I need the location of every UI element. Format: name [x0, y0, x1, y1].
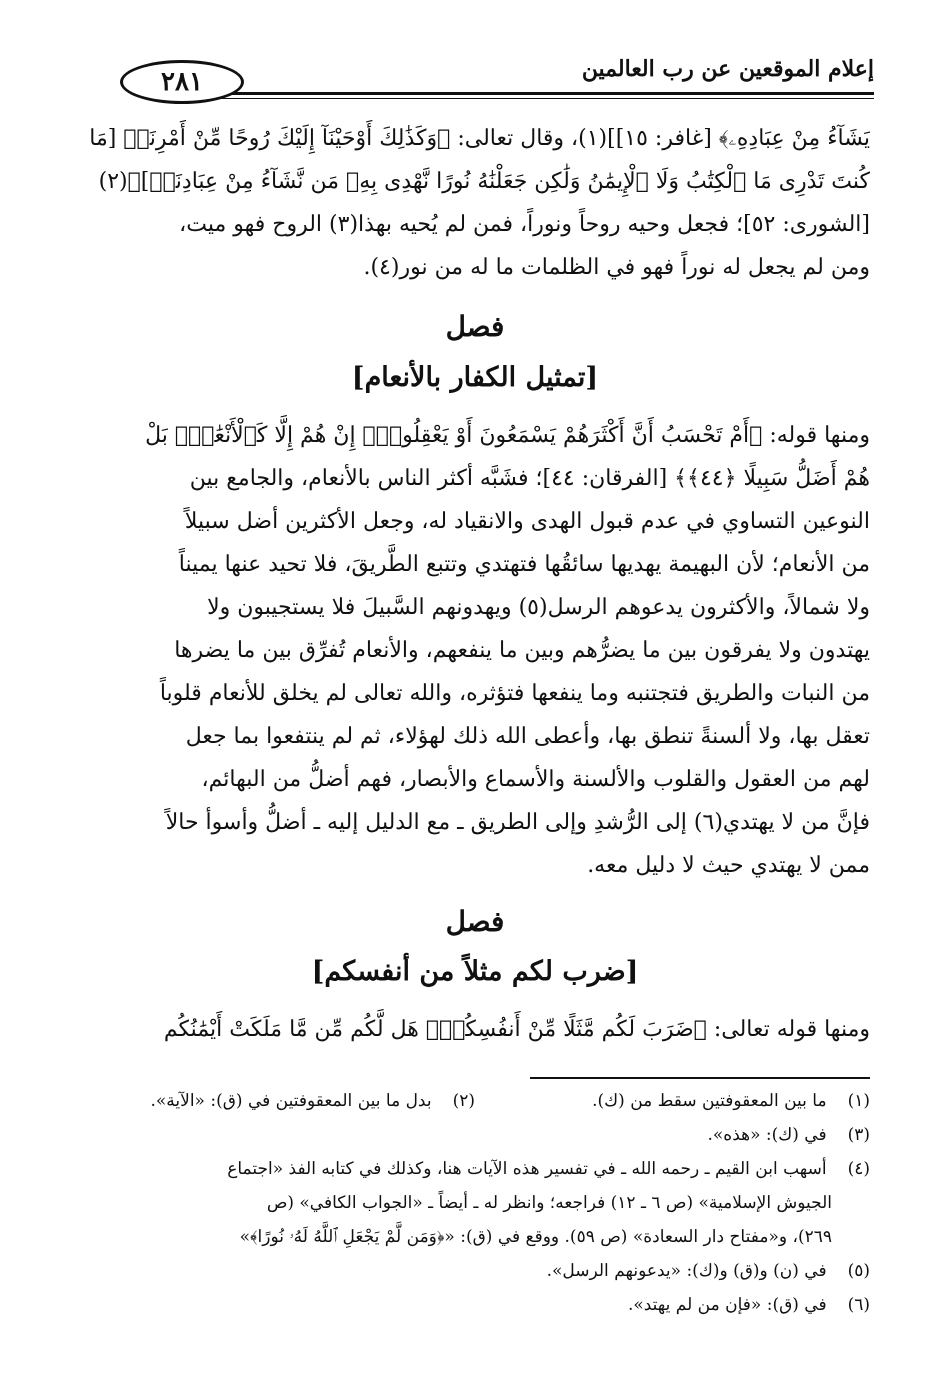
footnote-number: (٦) [847, 1295, 870, 1315]
page-number: ٢٨١ [120, 60, 244, 104]
section-subheading: [ضرب لكم مثلاً من أنفسكم] [311, 956, 639, 987]
text-line: من النبات والطريق فتجتنبه وما ينفعها فتؤثره، والله تعالى لم يخلق للأنعام قلوباً [159, 681, 870, 706]
footnote-number: (٥) [847, 1261, 870, 1281]
text-line: تعقل بها، ولا ألسنةً تنطق بها، وأعطى الله ذلك لهؤلاء، ثم لم ينتفعوا بما جعل [185, 724, 870, 749]
section-heading: فصل [445, 310, 505, 343]
footnote-row [80, 1084, 870, 1118]
book-title: إعلام الموقعين عن رب العالمين [581, 56, 874, 82]
footnote-text: في (ق): «فإن من لم يهتد». [627, 1295, 827, 1315]
footnote-4 [80, 1152, 870, 1186]
header-rule-thin [204, 98, 874, 99]
text-line: ولا شمالاً، والأكثرون يدعوهم الرسل(٥) ويهدونهم السَّبيلَ فلا يستجيبون ولا [207, 595, 870, 620]
footnote-number: (٤) [847, 1159, 870, 1179]
text-line: ومن لم يجعل له نوراً فهو في الظلمات ما له من نور(٤). [363, 255, 870, 280]
footnote-text: بدل ما بين المعقوفتين في (ق): «الآية». [150, 1091, 432, 1111]
footnote-text: أسهب ابن القيم ـ رحمه الله ـ في تفسير هذه الآيات هنا، وكذلك في كتابه الفذ «اجتماع [227, 1159, 827, 1179]
text-line: ومنها قوله تعالى: ﴿ضَرَبَ لَكُم مَّثَلًا مِّنْ أَنفُسِكُمْۖ هَل لَّكُم مِّن مَّا مَلَكَتْ أَيْمَٰنُكُم [163, 1017, 870, 1042]
section-heading: فصل [445, 905, 505, 938]
text-line: يَشَآءُ مِنْ عِبَادِهِۦ﴾ [غافر: ١٥]](١)، وقال تعالى: ﴿وَكَذَٰلِكَ أَوْحَيْنَآ إِلَيْكَ رُوحًا مِّنْ أَمْرِنَاۚ [مَا [89, 126, 870, 151]
footnote-1 [475, 1084, 870, 1118]
footnote-number: (٢) [452, 1091, 475, 1111]
text-line: من الأنعام؛ لأن البهيمة يهديها سائقُها فتهتدي وتتبع الطَّريقَ، فلا تحيد عنها يميناً [178, 552, 870, 577]
section-subheading: [تمثيل الكفار بالأنعام] [351, 362, 599, 393]
footnote-4-continued: ٢٦٩)، و«مفتاح دار السعادة» (ص ٥٩). ووقع في (ق): «﴿وَمَن لَّمْ يَجْعَلِ ٱللَّهُ لَهُۥ نُورًا﴾» [239, 1227, 832, 1247]
running-header [84, 42, 874, 104]
text-line: هُمْ أَضَلُّ سَبِيلًا ﴿٤٤﴾﴾ [الفرقان: ٤٤]؛ فشَبَّه أكثر الناس بالأنعام، والجامع بين [189, 466, 870, 491]
text-line: كُنتَ تَدْرِى مَا ٱلْكِتَٰبُ وَلَا ٱلْإِيمَٰنُ وَلَٰكِن جَعَلْنَٰهُ نُورًا نَّهْدِى بِهِۦ مَن نَّشَآءُ مِنْ عِبَادِنَاۚ]﴾(٢) [98, 169, 870, 194]
text-line: لهم من العقول والقلوب والألسنة والأسماع والأبصار، فهم أضلُّ من البهائم، [201, 767, 870, 792]
footnote-6 [80, 1288, 870, 1322]
text-line: [الشورى: ٥٢]؛ فجعل وحيه روحاً ونوراً، فمن لم يُحيه بهذا(٣) الروح فهو ميت، [179, 212, 870, 237]
footnote-text: في (ن) و(ق) و(ك): «يدعونهم الرسل». [546, 1261, 827, 1281]
text-line: ممن لا يهتدي حيث لا دليل معه. [587, 853, 870, 878]
text-line: فإنَّ من لا يهتدي(٦) إلى الرُّشدِ وإلى الطريق ـ مع الدليل إليه ـ أضلُّ وأسوأ حالاً [165, 810, 870, 835]
footnote-text: ما بين المعقوفتين سقط من (ك). [592, 1091, 827, 1111]
footnote-4-continued: الجيوش الإسلامية» (ص ٦ ـ ١٢) فراجعه؛ وانظر له ـ أيضاً ـ «الجواب الكافي» (ص [266, 1193, 832, 1213]
intro-paragraph [80, 117, 870, 289]
footnote-text: في (ك): «هذه». [707, 1125, 827, 1145]
footnote-number: (١) [847, 1091, 870, 1111]
footnote-number: (٣) [847, 1125, 870, 1145]
text-line: يهتدون ولا يفرقون بين ما يضرُّهم وبين ما ينفعهم، والأنعام تُفرِّق بين ما يضرها [174, 638, 870, 663]
header-rule-thick [204, 92, 874, 95]
section2-paragraph [80, 1008, 870, 1051]
text-line: ومنها قوله: ﴿أَمْ تَحْسَبُ أَنَّ أَكْثَرَهُمْ يَسْمَعُونَ أَوْ يَعْقِلُونَۚ إِنْ هُمْ إِلَّا كَٱلْأَنْعَٰمِۖ بَلْ [145, 423, 870, 448]
text-line: النوعين التساوي في عدم قبول الهدى والانقياد له، وجعل الأكثرين أضل سبيلاً [184, 509, 870, 534]
footnote-5 [80, 1254, 870, 1288]
footnote-2 [80, 1084, 475, 1118]
section1-paragraph [80, 414, 870, 887]
footnote-separator [530, 1077, 870, 1079]
footnotes [80, 1084, 870, 1322]
footnote-3 [80, 1118, 870, 1152]
